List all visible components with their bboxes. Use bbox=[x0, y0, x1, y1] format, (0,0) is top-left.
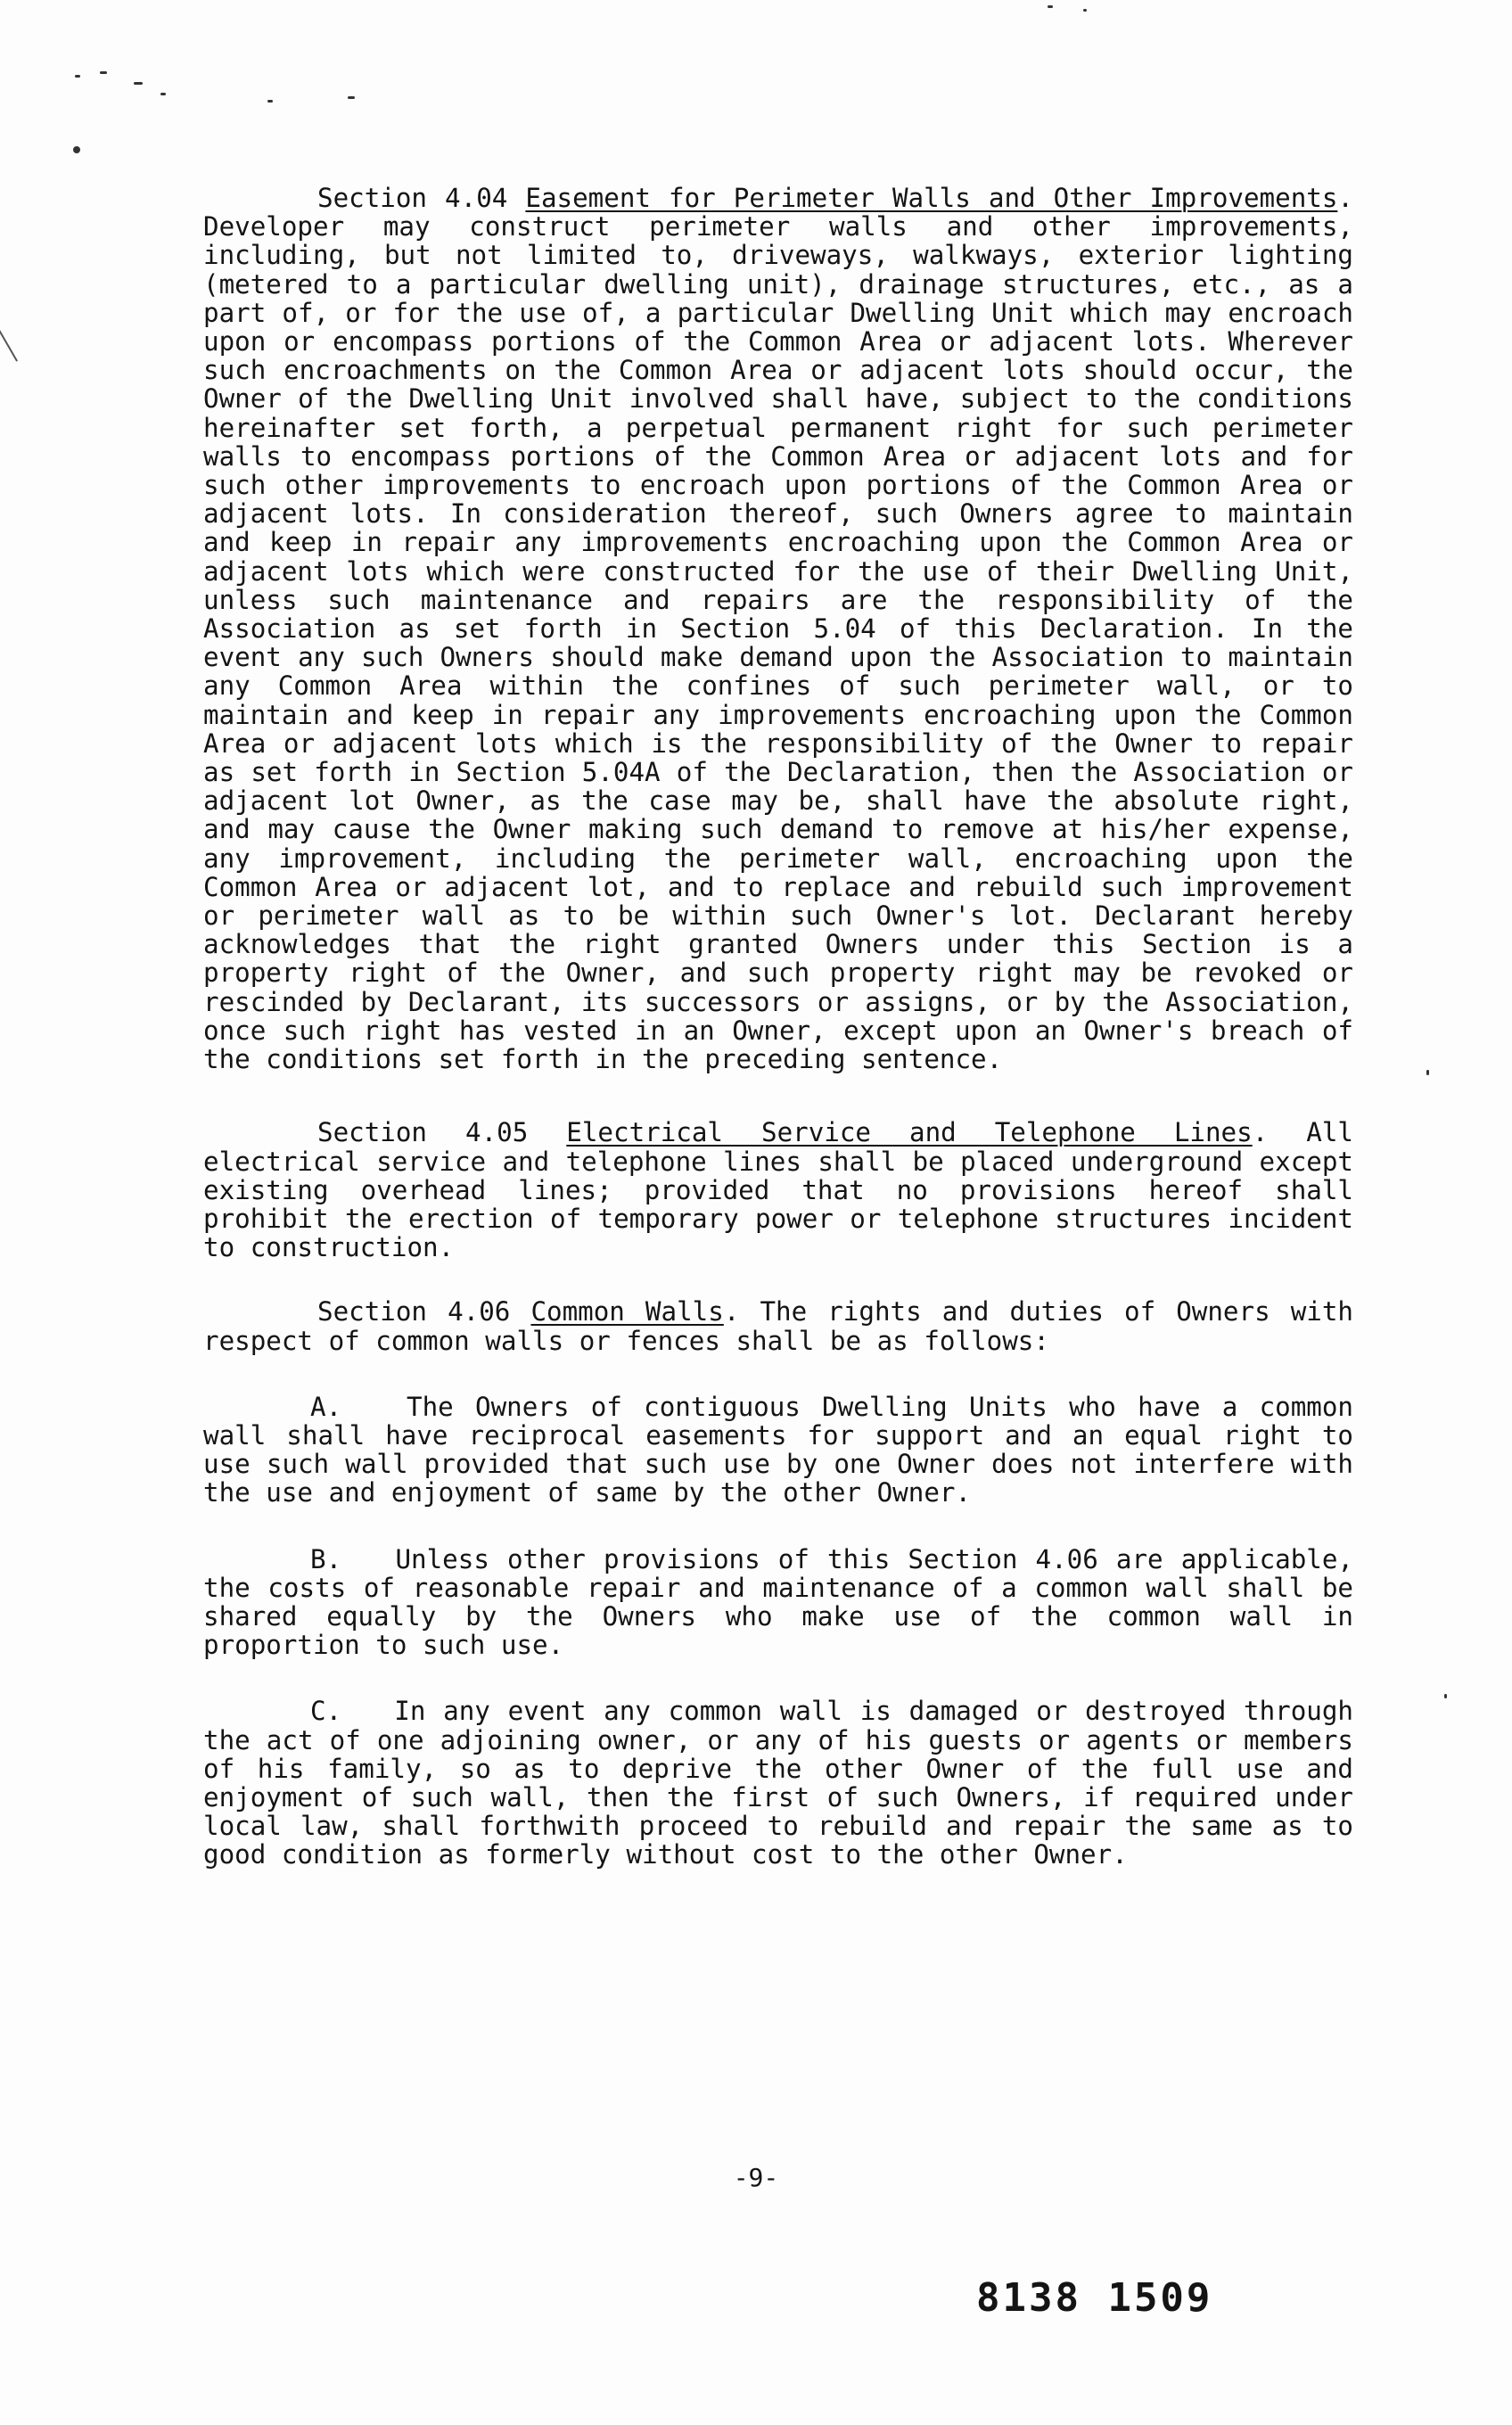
section-4-05-prefix: Section 4.05 bbox=[317, 1117, 567, 1148]
section-4-06 bbox=[203, 1297, 1353, 1354]
paragraph-c-text: In any event any common wall is damaged or destroyed through the act of one adjoining owner, or any of his guests or agents or members of his family, so as to deprive the other Owner of the full use and enjoyment of such wall, then the first of such Owners, if required under local law, shall forthwith proceed to rebuild and repair the same as to good condition as formerly without cost to the other Owner. bbox=[203, 1696, 1354, 1870]
paragraph-a-text: The Owners of contiguous Dwelling Units who have a common wall shall have reciprocal easements for support and an equal right to use such wall provided that such use by one Owner does not interfere with the use and enjoyment of same by the other Owner. bbox=[203, 1391, 1353, 1508]
paragraph-c-label: C. bbox=[310, 1696, 342, 1727]
paragraph-b bbox=[203, 1545, 1353, 1660]
scan-speck bbox=[267, 100, 273, 103]
scan-speck bbox=[160, 93, 166, 95]
scan-speck bbox=[75, 75, 80, 78]
scan-speck bbox=[100, 71, 107, 74]
book-page-stamp: 8138 1509 bbox=[976, 2275, 1213, 2321]
margin-mark bbox=[0, 330, 18, 362]
paragraph-a bbox=[203, 1393, 1353, 1508]
section-4-06-title: Common Walls bbox=[530, 1296, 724, 1328]
section-4-06-prefix: Section 4.06 bbox=[317, 1296, 531, 1328]
document-body bbox=[203, 184, 1353, 1870]
section-4-06-text: . The rights and duties of Owners with respect of common walls or fences shall be as follows: bbox=[203, 1296, 1354, 1356]
section-4-04-text: . Developer may construct perimeter walls and other improvements, including, but not limited to, driveways, walkways, exterior lighting (metered to a particular dwelling unit), drainage structures, etc., as a part of, or for the use of, a particular Dwelling Unit which may encroach upon or encompass portions of the Common Area or adjacent lots. Wherever such encroachments on the Common Area or adjacent lots should occur, the Owner of the Dwelling Unit involved shall have, subject to the conditions hereinafter set forth, a perpetual permanent right for such perimeter walls to encompass portions of the Common Area or adjacent lots and for such other improvements to encroach upon portions of the Common Area or adjacent lots. In consideration thereof, such Owners agree to maintain and keep in repair any improvements encroaching upon the Common Area or adjacent lots which were constructed for the use of their Dwelling Unit, unless such maintenance and repairs are the responsibility of the Association as set forth in Section 5.04 of this Declaration. In the event any such Owners should make demand upon the Association to maintain any Common Area within the confines of such perimeter wall, or to maintain and keep in repair any improvements encroaching upon the Common Area or adjacent lots which is the responsibility of the Owner to repair as set forth in Section 5.04A of the Declaration, then the Association or adjacent lot Owner, as the case may be, shall have the absolute right, and may cause the Owner making such demand to remove at his/her expense, any improvement, including the perimeter wall, encroaching upon the Common Area or adjacent lot, and to replace and rebuild such improvement or perimeter wall as to be within such Owner's lot. Declarant hereby acknowledges that the right granted Owners under this Section is a property right of the Owner, and such property right may be revoked or rescinded by Declarant, its successors or assigns, or by the Association, once such right has vested in an Owner, except upon an Owner's breach of the conditions set forth in the preceding sentence. bbox=[203, 183, 1353, 1075]
scan-speck bbox=[1426, 1070, 1429, 1075]
paragraph-b-label: B. bbox=[310, 1543, 342, 1574]
paragraph-c bbox=[203, 1697, 1353, 1869]
scan-speck bbox=[1048, 5, 1053, 8]
paragraph-a-label: A. bbox=[310, 1391, 342, 1422]
section-4-04-prefix: Section 4.04 bbox=[317, 183, 526, 213]
section-4-04 bbox=[203, 184, 1353, 1073]
paragraph-b-text: Unless other provisions of this Section 4.06 are applicable, the costs of reasonable repair and maintenance of a common wall shall be shared equally by the Owners who make use of the common wall in proportion to such use. bbox=[203, 1543, 1353, 1661]
page-number: -9- bbox=[733, 2163, 779, 2192]
scan-speck bbox=[1444, 1694, 1447, 1698]
section-4-04-title: Easement for Perimeter Walls and Other Improvements bbox=[525, 183, 1338, 213]
section-4-05-text: . All electrical service and telephone lines shall be placed underground except existing overhead lines; provided that no provisions hereof shall prohibit the erection of temporary power or telephone structures incident to construction. bbox=[203, 1117, 1353, 1263]
scan-speck bbox=[1083, 9, 1087, 12]
scan-speck bbox=[134, 82, 143, 85]
scan-speck bbox=[348, 96, 355, 99]
section-4-05-title: Electrical Service and Telephone Lines bbox=[566, 1117, 1253, 1148]
scan-speck bbox=[73, 146, 80, 153]
section-4-05 bbox=[203, 1118, 1353, 1262]
